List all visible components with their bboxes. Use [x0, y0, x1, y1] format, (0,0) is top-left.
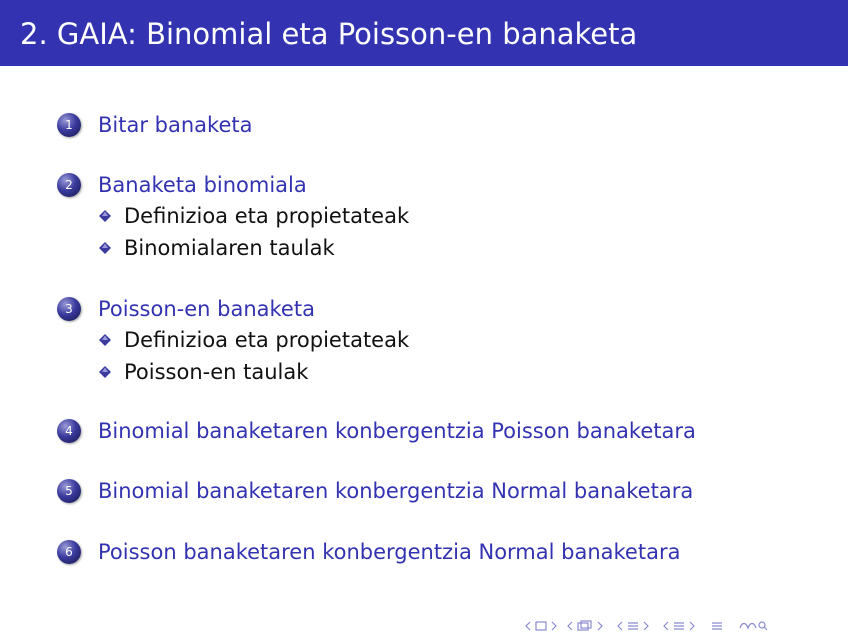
navigation-symbols	[522, 619, 842, 633]
diamond-bullet-icon	[99, 366, 111, 378]
section-number-ball: 1	[57, 113, 81, 137]
subsection-label[interactable]: Definizioa eta propietateak	[124, 204, 410, 228]
nav-subsection-icon	[578, 623, 588, 630]
nav-section-prev-icon	[618, 622, 622, 630]
section-number-ball: 2	[57, 173, 81, 197]
title-bar	[0, 0, 848, 66]
section-number-ball: 3	[57, 297, 81, 321]
nav-frame-prev-icon	[526, 622, 530, 630]
section-number-ball: 5	[57, 479, 81, 503]
section-label[interactable]: Poisson-en banaketa	[98, 297, 315, 321]
subsection-label[interactable]: Definizioa eta propietateak	[124, 328, 410, 352]
section-label[interactable]: Poisson banaketaren konbergentzia Normal banaketara	[98, 540, 681, 564]
nav-subsection-prev-icon	[568, 622, 572, 630]
section-number-ball: 4	[57, 419, 81, 443]
nav-search-icon	[740, 624, 756, 629]
section-label[interactable]: Binomial banaketaren konbergentzia Normal banaketara	[98, 479, 694, 503]
subsection-label[interactable]: Poisson-en taulak	[124, 360, 309, 384]
diamond-bullet-icon	[99, 210, 111, 222]
diamond-bullet-icon	[99, 334, 111, 346]
nav-subsection-icon-back	[581, 621, 591, 628]
subsection-label[interactable]: Binomialaren taulak	[124, 236, 335, 260]
section-label[interactable]: Bitar banaketa	[98, 113, 253, 137]
nav-frame-next-icon	[552, 622, 556, 630]
section-label[interactable]: Binomial banaketaren konbergentzia Poisson banaketara	[98, 419, 696, 443]
nav-section-icon	[628, 623, 638, 629]
section-number-ball: 6	[57, 540, 81, 564]
nav-doc-icon	[674, 623, 684, 629]
nav-doc-next-icon	[690, 622, 694, 630]
nav-frame-icon	[536, 622, 546, 630]
nav-doc-prev-icon	[664, 622, 668, 630]
slide-title: 2. GAIA: Binomial eta Poisson-en banaketa	[20, 17, 638, 51]
nav-section-next-icon	[644, 622, 648, 630]
nav-align-icon	[712, 623, 722, 629]
diamond-bullet-icon	[99, 242, 111, 254]
nav-subsection-next-icon	[598, 622, 602, 630]
section-label[interactable]: Banaketa binomiala	[98, 173, 307, 197]
